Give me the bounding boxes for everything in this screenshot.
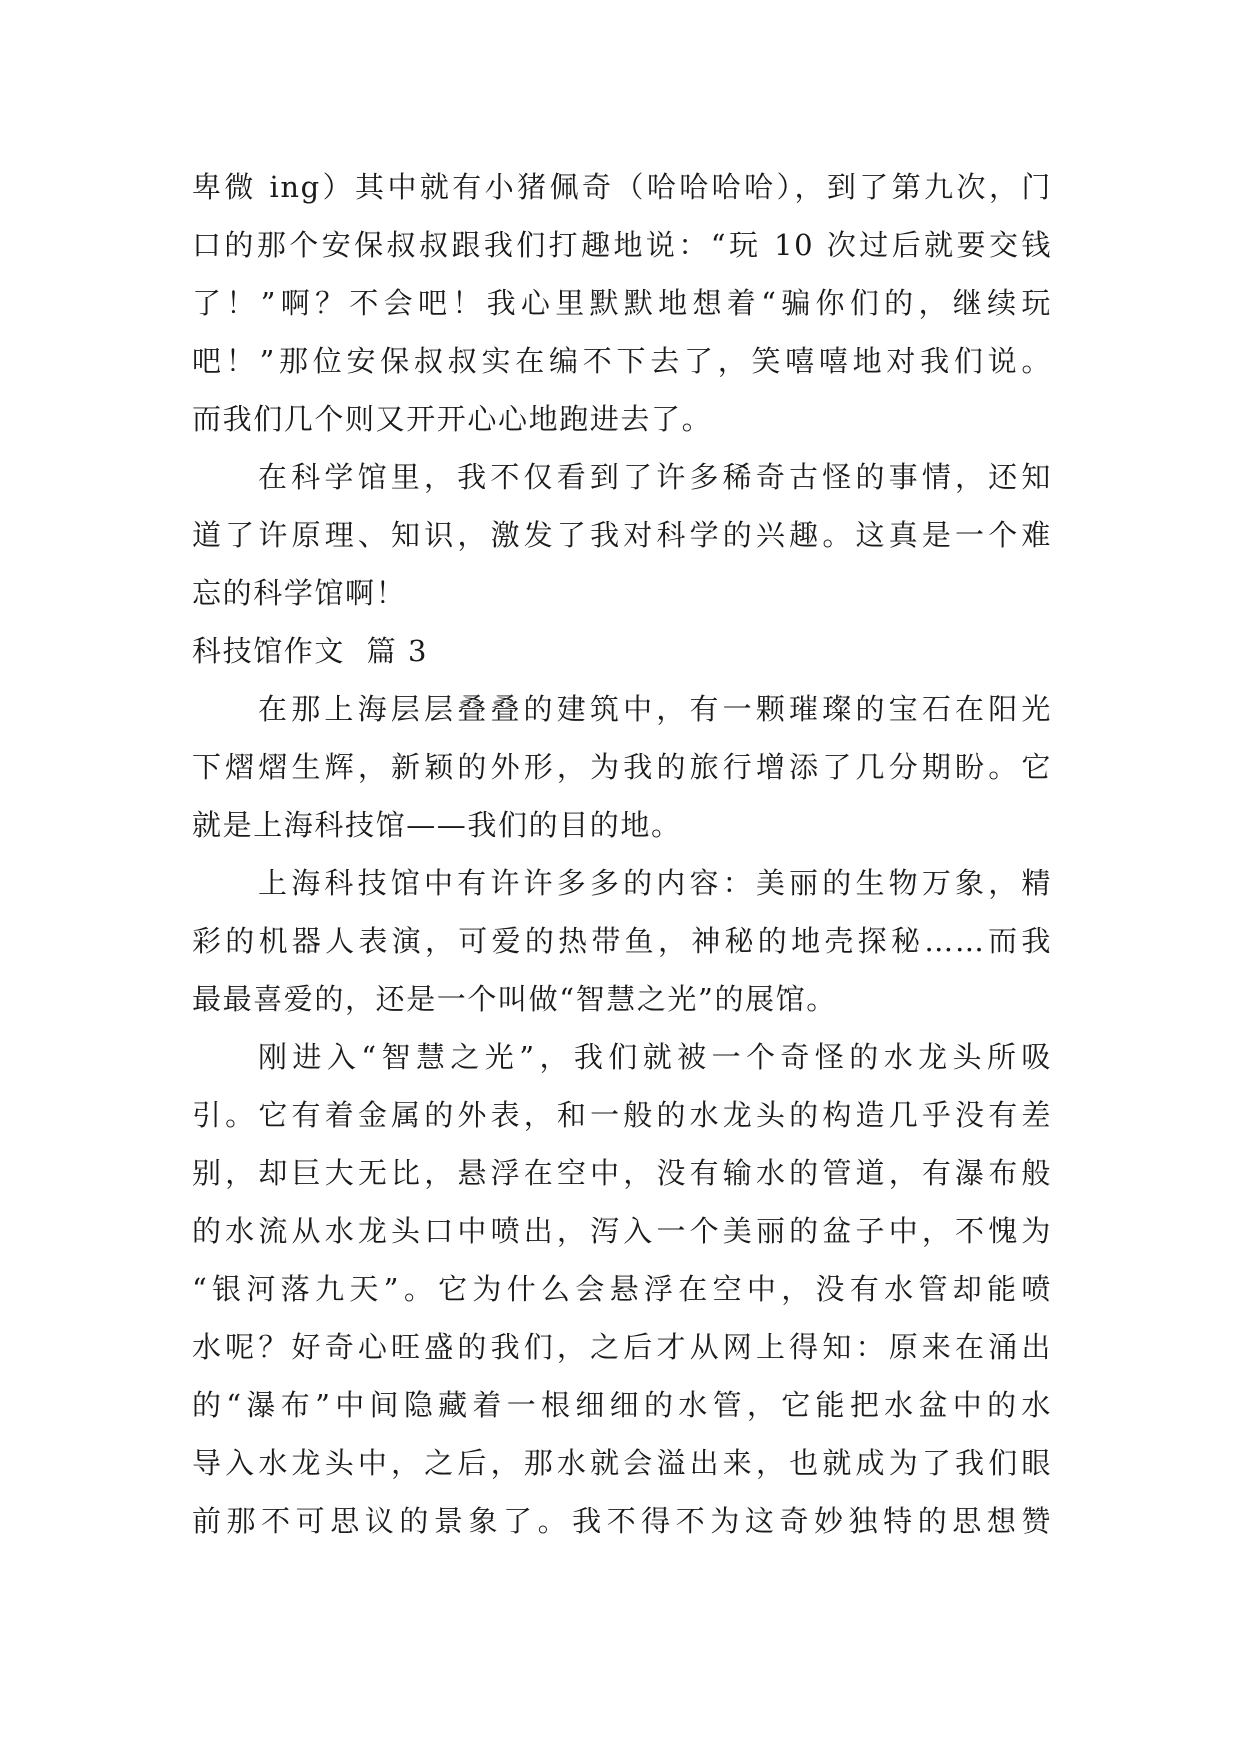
text-line: 就是上海科技馆——我们的目的地。 bbox=[192, 808, 682, 842]
paragraph-science-museum bbox=[192, 448, 1052, 622]
text-line: 前那不可思议的景象了。我不得不为这奇妙独特的思想赞 bbox=[192, 1504, 1052, 1538]
text-line: 别，却巨大无比，悬浮在空中，没有输水的管道，有瀑布般 bbox=[192, 1156, 1052, 1190]
text-line: 了！”啊？不会吧！我心里默默地想着“骗你们的，继续玩 bbox=[192, 286, 1052, 320]
text-line: 在科学馆里，我不仅看到了许多稀奇古怪的事情，还知 bbox=[258, 460, 1052, 494]
document-body bbox=[192, 158, 1052, 1550]
text-line: 而我们几个则又开开心心地跑进去了。 bbox=[192, 402, 713, 436]
text-line: 口的那个安保叔叔跟我们打趣地说：“玩 10 次过后就要交钱 bbox=[192, 228, 1052, 262]
paragraph-contents bbox=[192, 854, 1052, 1028]
text-line: 的水流从水龙头口中喷出，泻入一个美丽的盆子中，不愧为 bbox=[192, 1214, 1052, 1248]
paragraph-continued bbox=[192, 158, 1052, 448]
text-line: 彩的机器人表演，可爱的热带鱼，神秘的地壳探秘……而我 bbox=[192, 924, 1052, 958]
text-line: 在那上海层层叠叠的建筑中，有一颗璀璨的宝石在阳光 bbox=[258, 692, 1052, 726]
text-line: 忘的科学馆啊！ bbox=[192, 576, 407, 610]
text-line: 下熠熠生辉，新颖的外形，为我的旅行增添了几分期盼。它 bbox=[192, 750, 1052, 784]
text-line: 引。它有着金属的外表，和一般的水龙头的构造几乎没有差 bbox=[192, 1098, 1052, 1132]
text-line: 的“瀑布”中间隐藏着一根细细的水管，它能把水盆中的水 bbox=[192, 1388, 1052, 1422]
text-line: 道了许原理、知识，激发了我对科学的兴趣。这真是一个难 bbox=[192, 518, 1052, 552]
paragraph-intro bbox=[192, 680, 1052, 854]
text-line: 吧！”那位安保叔叔实在编不下去了，笑嘻嘻地对我们说。 bbox=[192, 344, 1052, 378]
paragraph-faucet bbox=[192, 1028, 1052, 1550]
text-line: 卑微 ing）其中就有小猪佩奇（哈哈哈哈），到了第九次，门 bbox=[192, 170, 1052, 204]
text-line: 刚进入“智慧之光”，我们就被一个奇怪的水龙头所吸 bbox=[258, 1040, 1052, 1074]
text-line: 水呢？好奇心旺盛的我们，之后才从网上得知：原来在涌出 bbox=[192, 1330, 1052, 1364]
text-line: 最最喜爱的，还是一个叫做“智慧之光”的展馆。 bbox=[192, 982, 837, 1016]
text-line: 上海科技馆中有许许多多的内容：美丽的生物万象，精 bbox=[258, 866, 1052, 900]
section-heading bbox=[192, 622, 1052, 680]
essay-title: 科技馆作文 篇 3 bbox=[192, 634, 429, 668]
text-line: “银河落九天”。它为什么会悬浮在空中，没有水管却能喷 bbox=[192, 1272, 1052, 1306]
text-line: 导入水龙头中，之后，那水就会溢出来，也就成为了我们眼 bbox=[192, 1446, 1052, 1480]
